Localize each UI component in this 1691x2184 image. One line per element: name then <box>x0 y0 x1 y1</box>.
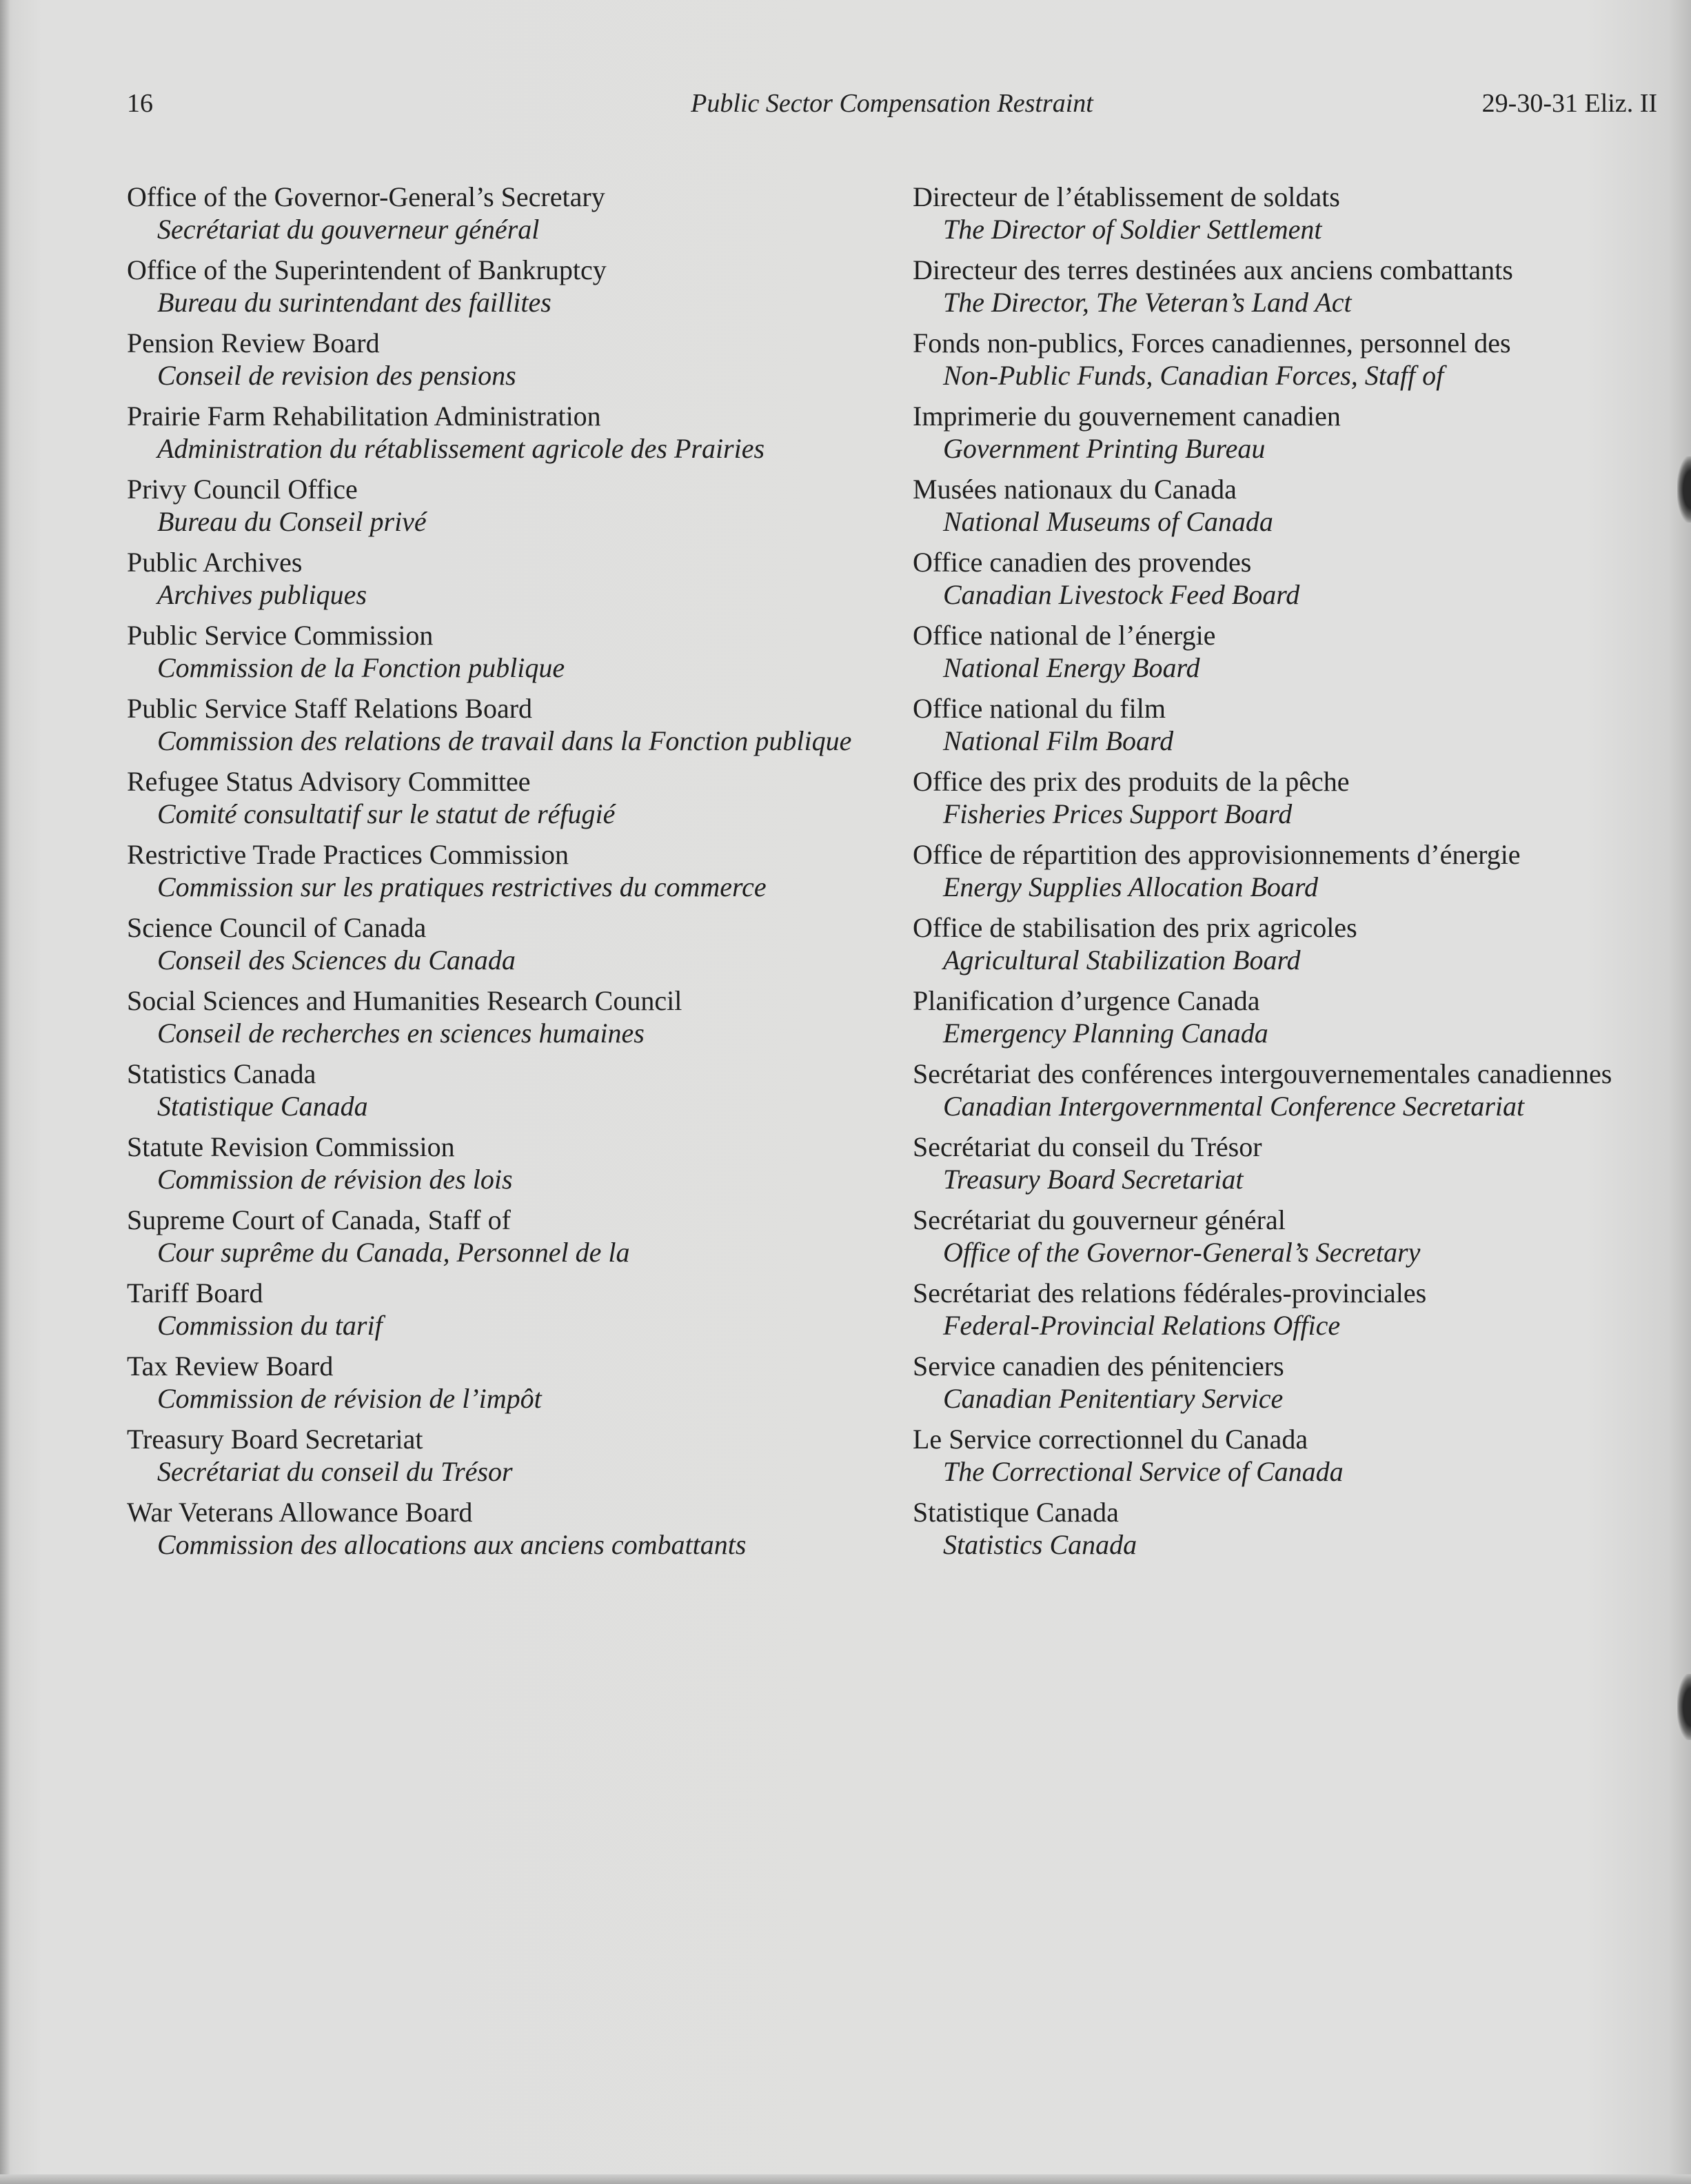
french-name: Secrétariat du conseil du Trésor <box>913 1131 1262 1162</box>
french-name: Office canadien des provendes <box>913 547 1252 578</box>
french-name: Commission des allocations aux anciens combattants <box>157 1529 747 1560</box>
list-item <box>121 1423 845 1488</box>
english-name: Statistics Canada <box>127 1058 316 1089</box>
french-name: Commission de révision des lois <box>157 1164 513 1195</box>
english-name: Supreme Court of Canada, Staff of <box>127 1204 511 1235</box>
french-name: Fonds non-publics, Forces canadiennes, personnel des <box>913 327 1511 358</box>
right-column <box>907 181 1631 1569</box>
list-item <box>907 327 1631 392</box>
list-item <box>121 1058 845 1122</box>
english-name: Public Archives <box>127 547 303 578</box>
list-item <box>121 546 845 611</box>
english-name: Tax Review Board <box>127 1351 334 1382</box>
list-item <box>907 911 1631 976</box>
list-item <box>907 1423 1631 1488</box>
list-item <box>907 181 1631 245</box>
list-item <box>121 181 845 245</box>
english-name: The Director of Soldier Settlement <box>943 214 1322 245</box>
english-name: Statistics Canada <box>943 1529 1137 1560</box>
french-name: Directeur des terres destinées aux anciens combattants <box>913 254 1513 285</box>
french-name: Directeur de l’établissement de soldats <box>913 181 1340 212</box>
list-item <box>121 619 845 684</box>
list-item <box>121 1277 845 1342</box>
english-name: Pension Review Board <box>127 327 380 358</box>
english-name: Office of the Governor-General’s Secretary <box>943 1237 1421 1268</box>
french-name: Imprimerie du gouvernement canadien <box>913 401 1341 432</box>
page-header <box>127 88 1657 130</box>
list-item <box>907 838 1631 903</box>
french-name: Service canadien des pénitenciers <box>913 1351 1284 1382</box>
list-item <box>907 546 1631 611</box>
running-title: Public Sector Compensation Restraint <box>691 89 1093 118</box>
french-name: Musées nationaux du Canada <box>913 474 1237 505</box>
english-name: Science Council of Canada <box>127 912 427 943</box>
english-name: War Veterans Allowance Board <box>127 1497 473 1528</box>
list-item <box>907 400 1631 465</box>
list-item <box>907 1350 1631 1415</box>
english-name: Office of the Superintendent of Bankruptcy <box>127 254 607 285</box>
french-name: Conseil de recherches en sciences humaines <box>157 1018 645 1049</box>
english-name: Treasury Board Secretariat <box>943 1164 1244 1195</box>
left-column <box>121 181 852 1569</box>
french-name: Secrétariat du gouverneur général <box>913 1204 1286 1235</box>
list-item <box>121 400 845 465</box>
page-edge-left <box>0 0 10 2184</box>
english-name: Social Sciences and Humanities Research Council <box>127 985 682 1016</box>
english-name: National Film Board <box>943 725 1174 756</box>
english-name: Energy Supplies Allocation Board <box>943 871 1319 902</box>
english-name: Canadian Intergovernmental Conference Secretariat <box>943 1091 1525 1122</box>
french-name: Commission des relations de travail dans la Fonction publique <box>157 725 852 756</box>
english-name: Government Printing Bureau <box>943 433 1266 464</box>
english-name: Public Service Staff Relations Board <box>127 693 533 724</box>
english-name: Prairie Farm Rehabilitation Administration <box>127 401 601 432</box>
english-name: Treasury Board Secretariat <box>127 1424 423 1455</box>
english-name: Canadian Penitentiary Service <box>943 1383 1284 1414</box>
french-name: Commission de révision de l’impôt <box>157 1383 542 1414</box>
page-number: 16 <box>127 89 153 118</box>
list-item <box>907 984 1631 1049</box>
list-item <box>121 765 845 830</box>
french-name: Secrétariat des relations fédérales-provinciales <box>913 1277 1427 1308</box>
list-item <box>121 1350 845 1415</box>
french-name: Secrétariat du gouverneur général <box>157 214 540 245</box>
list-item <box>121 1496 845 1561</box>
list-item <box>907 1204 1631 1268</box>
english-name: National Museums of Canada <box>943 506 1273 537</box>
english-name: Privy Council Office <box>127 474 358 505</box>
list-item <box>121 911 845 976</box>
french-name: Secrétariat du conseil du Trésor <box>157 1456 513 1487</box>
french-name: Office de stabilisation des prix agricoles <box>913 912 1357 943</box>
list-item <box>907 254 1631 318</box>
list-item <box>121 473 845 538</box>
french-name: Cour suprême du Canada, Personnel de la <box>157 1237 630 1268</box>
english-name: Non-Public Funds, Canadian Forces, Staff of <box>943 360 1444 391</box>
english-name: Emergency Planning Canada <box>943 1018 1268 1049</box>
english-name: Federal-Provincial Relations Office <box>943 1310 1341 1341</box>
english-name: The Director, The Veteran’s Land Act <box>943 287 1352 318</box>
english-name: Restrictive Trade Practices Commission <box>127 839 569 870</box>
english-name: The Correctional Service of Canada <box>943 1456 1344 1487</box>
french-name: Secrétariat des conférences intergouvernementales canadiennes <box>913 1058 1612 1089</box>
english-name: Office of the Governor-General’s Secretary <box>127 181 605 212</box>
session-reference: 29-30-31 Eliz. II <box>1481 89 1657 118</box>
list-item <box>907 473 1631 538</box>
french-name: Commission sur les pratiques restrictives du commerce <box>157 871 767 902</box>
french-name: Conseil de revision des pensions <box>157 360 516 391</box>
french-name: Comité consultatif sur le statut de réfugié <box>157 798 616 829</box>
list-item <box>907 765 1631 830</box>
french-name: Bureau du Conseil privé <box>157 506 427 537</box>
french-name: Commission de la Fonction publique <box>157 652 565 683</box>
list-item <box>121 838 845 903</box>
list-item <box>121 1204 845 1268</box>
french-name: Administration du rétablissement agricole des Prairies <box>157 433 765 464</box>
list-item <box>907 619 1631 684</box>
list-item <box>907 1058 1631 1122</box>
list-item <box>907 692 1631 757</box>
english-name: Statute Revision Commission <box>127 1131 455 1162</box>
english-name: Tariff Board <box>127 1277 263 1308</box>
french-name: Statistique Canada <box>913 1497 1119 1528</box>
french-name: Archives publiques <box>157 579 367 610</box>
english-name: Agricultural Stabilization Board <box>943 944 1301 975</box>
binder-hole-icon <box>1677 456 1691 523</box>
french-name: Le Service correctionnel du Canada <box>913 1424 1308 1455</box>
english-name: Fisheries Prices Support Board <box>943 798 1293 829</box>
french-name: Office national de l’énergie <box>913 620 1216 651</box>
list-item <box>907 1496 1631 1561</box>
french-name: Office national du film <box>913 693 1166 724</box>
english-name: National Energy Board <box>943 652 1200 683</box>
list-item <box>121 1131 845 1195</box>
list-item <box>121 254 845 318</box>
list-item <box>121 692 852 757</box>
list-item <box>907 1277 1631 1342</box>
french-name: Conseil des Sciences du Canada <box>157 944 516 975</box>
french-name: Statistique Canada <box>157 1091 368 1122</box>
list-item <box>121 327 845 392</box>
french-name: Office des prix des produits de la pêche <box>913 766 1350 797</box>
english-name: Canadian Livestock Feed Board <box>943 579 1300 610</box>
binder-hole-icon <box>1677 1674 1691 1740</box>
french-name: Commission du tarif <box>157 1310 383 1341</box>
french-name: Bureau du surintendant des faillites <box>157 287 551 318</box>
french-name: Office de répartition des approvisionnements d’énergie <box>913 839 1521 870</box>
english-name: Public Service Commission <box>127 620 434 651</box>
english-name: Refugee Status Advisory Committee <box>127 766 531 797</box>
list-item <box>121 984 845 1049</box>
list-item <box>907 1131 1631 1195</box>
french-name: Planification d’urgence Canada <box>913 985 1260 1016</box>
page-edge-bottom <box>0 2174 1691 2184</box>
